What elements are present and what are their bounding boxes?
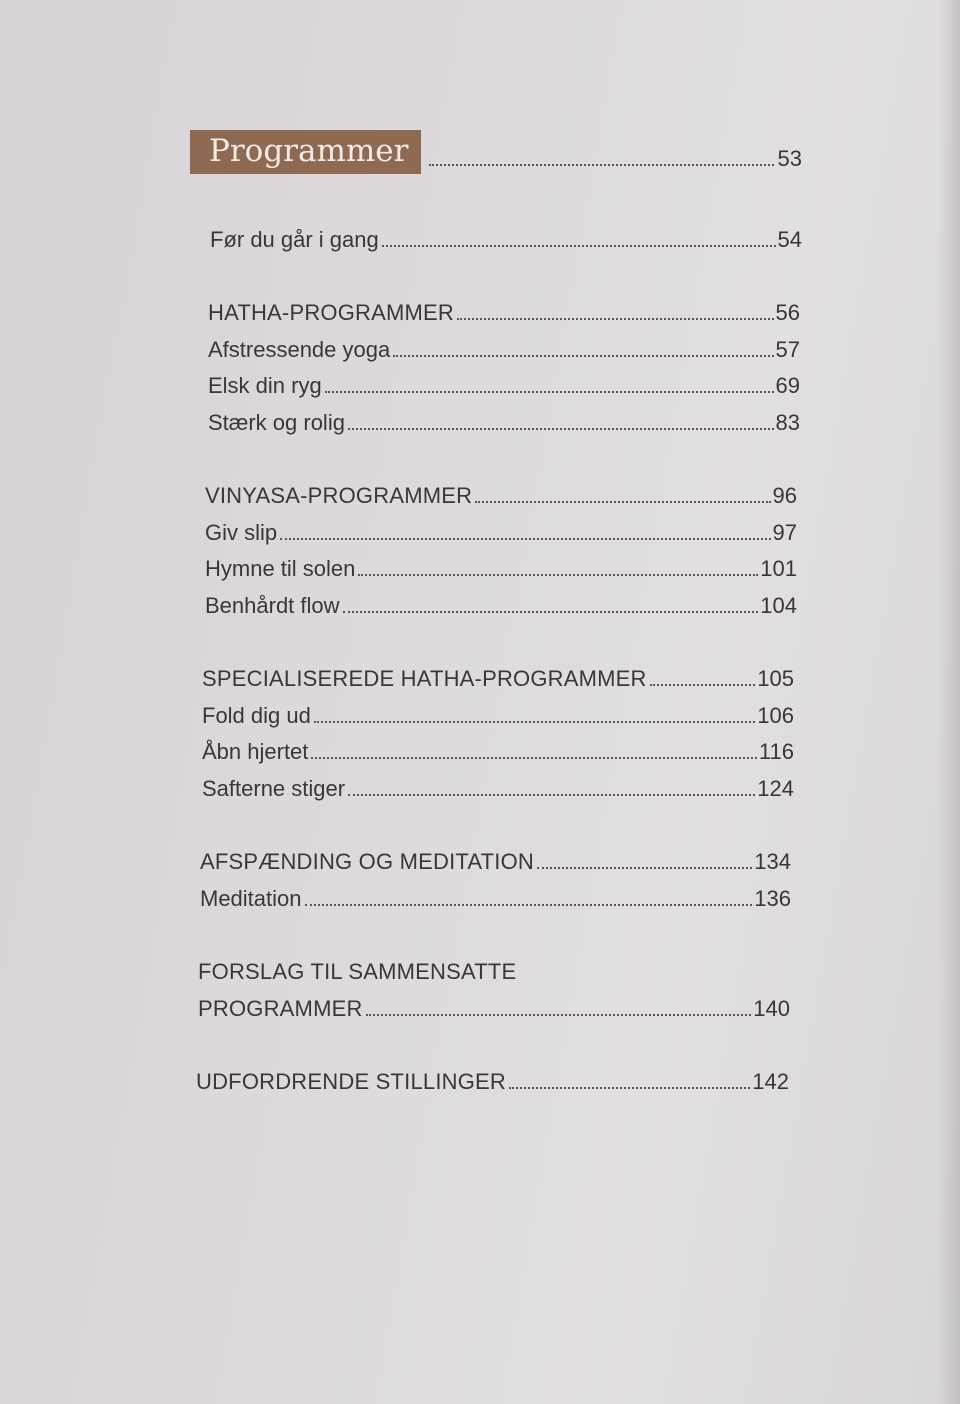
- page-number: 104: [760, 592, 797, 618]
- section-title: Programmer: [190, 130, 421, 174]
- page-number: 142: [752, 1069, 789, 1094]
- dot-leader: [429, 164, 773, 166]
- heading-title: SPECIALISEREDE HATHA-PROGRAMMER: [202, 666, 647, 691]
- dot-leader: [382, 245, 776, 247]
- page-number: 136: [754, 885, 791, 911]
- entry-title: Åbn hjertet: [202, 739, 309, 764]
- dot-leader: [393, 355, 773, 357]
- heading-title: UDFORDRENDE STILLINGER: [196, 1069, 506, 1094]
- group-vinyasa: [190, 473, 802, 619]
- page-number: 140: [753, 995, 790, 1021]
- page-number: 124: [757, 775, 794, 801]
- page-number: 106: [757, 702, 794, 728]
- toc-heading[interactable]: [198, 985, 790, 1022]
- heading-title: VINYASA-PROGRAMMER: [205, 483, 473, 508]
- toc-entry[interactable]: [202, 729, 794, 766]
- toc-entry[interactable]: [202, 765, 794, 802]
- heading-title-line2: PROGRAMMER: [198, 995, 363, 1021]
- group-forslag: [190, 949, 802, 1022]
- toc-entry[interactable]: [205, 509, 797, 546]
- page-number: 101: [760, 556, 797, 581]
- heading-title: HATHA-PROGRAMMER: [208, 300, 455, 325]
- toc-heading[interactable]: [205, 473, 797, 510]
- entry-title: Meditation: [200, 885, 302, 911]
- toc-entry[interactable]: [205, 582, 797, 619]
- page-number: 57: [775, 336, 800, 362]
- dot-leader: [348, 428, 774, 430]
- entry-title: Fold dig ud: [202, 702, 311, 728]
- toc-entry[interactable]: [202, 692, 794, 729]
- dot-leader: [509, 1087, 750, 1089]
- dot-leader: [343, 611, 759, 613]
- entry-title: Hymne til solen: [205, 556, 356, 581]
- dot-leader: [457, 318, 773, 320]
- dot-leader: [537, 867, 752, 869]
- entry-title: Safterne stiger: [202, 775, 346, 801]
- group-udfordrende: [190, 1059, 802, 1096]
- dot-leader: [325, 391, 774, 393]
- intro-group: [190, 216, 802, 253]
- toc-entry[interactable]: [210, 216, 802, 253]
- heading-title-line1[interactable]: FORSLAG TIL SAMMENSATTE: [198, 959, 517, 984]
- page-number: 105: [757, 666, 794, 691]
- page-number: 69: [775, 373, 800, 398]
- section-header[interactable]: [190, 128, 802, 174]
- toc-heading[interactable]: [208, 290, 800, 327]
- entry-title: Giv slip: [205, 519, 278, 545]
- page-number: 53: [777, 146, 802, 171]
- page-number: 116: [758, 739, 794, 764]
- entry-title: Benhårdt flow: [205, 592, 340, 618]
- toc-entry[interactable]: [200, 875, 791, 912]
- page-number: 83: [775, 409, 800, 435]
- table-of-contents: [190, 128, 802, 1132]
- dot-leader: [366, 1014, 752, 1016]
- page-number: 97: [772, 519, 797, 545]
- group-afspaending: [190, 839, 802, 912]
- group-specialiserede: [190, 656, 802, 802]
- page-number: 134: [754, 849, 791, 874]
- dot-leader: [305, 904, 753, 906]
- page-number: 56: [775, 300, 800, 325]
- page-number: 54: [777, 226, 802, 252]
- page-number: 96: [772, 483, 797, 508]
- toc-entry[interactable]: [208, 363, 800, 400]
- dot-leader: [650, 684, 756, 686]
- dot-leader: [280, 538, 770, 540]
- dot-leader: [311, 757, 757, 759]
- entry-title: Før du går i gang: [210, 226, 379, 252]
- toc-heading[interactable]: [200, 839, 791, 876]
- toc-entry[interactable]: [208, 399, 800, 436]
- toc-heading[interactable]: [202, 656, 794, 693]
- group-hatha: [190, 290, 802, 436]
- page-edge-shadow: [938, 0, 960, 1404]
- toc-entry[interactable]: [205, 546, 797, 583]
- entry-title: Afstressende yoga: [208, 336, 391, 362]
- dot-leader: [475, 501, 770, 503]
- heading-title: AFSPÆNDING OG MEDITATION: [200, 849, 534, 874]
- entry-title: Elsk din ryg: [208, 373, 322, 398]
- toc-entry[interactable]: [208, 326, 800, 363]
- dot-leader: [348, 794, 755, 796]
- dot-leader: [314, 721, 755, 723]
- toc-heading[interactable]: [196, 1059, 789, 1096]
- dot-leader: [358, 574, 758, 576]
- entry-title: Stærk og rolig: [208, 409, 345, 435]
